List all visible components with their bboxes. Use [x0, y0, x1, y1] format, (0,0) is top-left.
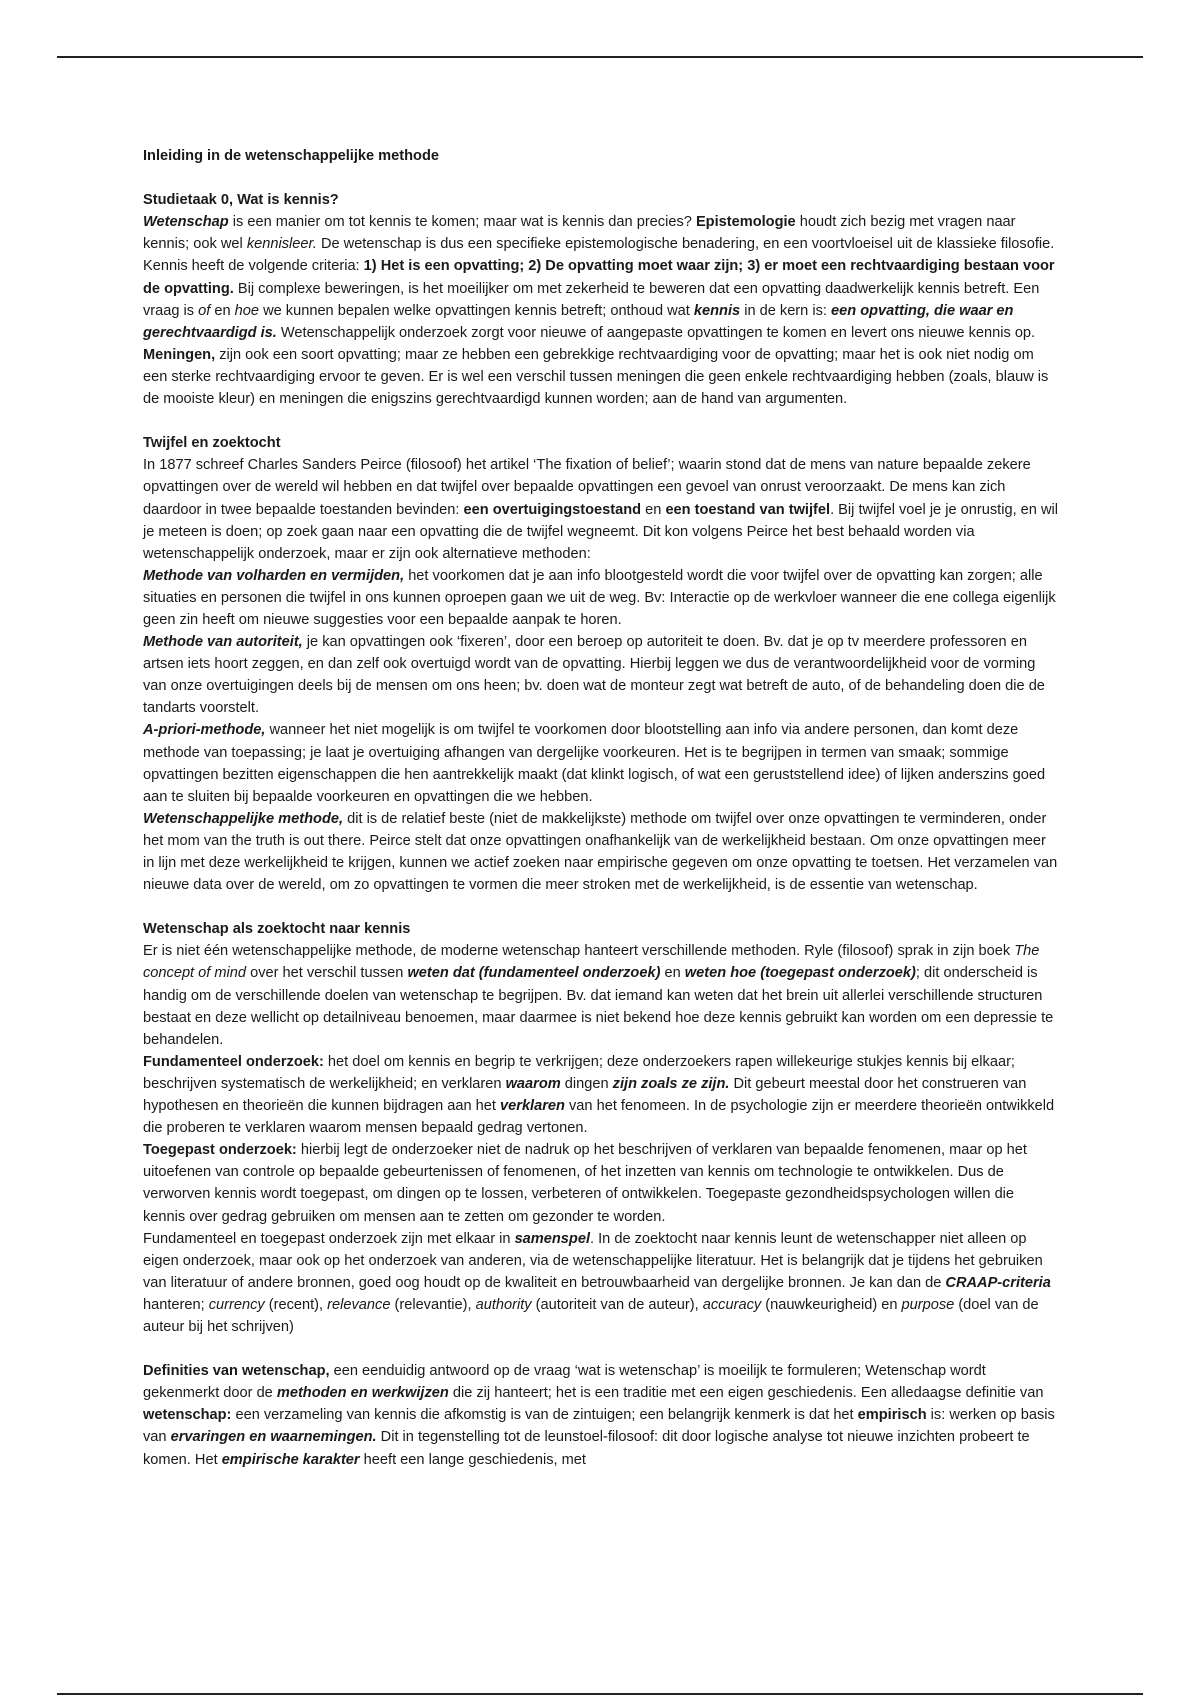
text-run: currency: [208, 1296, 265, 1313]
text-run: authority: [475, 1296, 532, 1313]
text-run: dingen: [560, 1075, 613, 1092]
text-run: het doel om kennis en begrip te verkrijgen; deze onderzoekers rapen willekeurige stukjes kennis bij elkaar; beschrijven systematisch de werkelijkheid; en verklaren: [143, 1053, 1015, 1092]
text-run: (autoriteit van de auteur),: [531, 1296, 703, 1313]
spacer: [143, 410, 1059, 432]
text-run: wanneer het niet mogelijk is om twijfel te voorkomen door blootstelling aan info via andere personen, dan komt deze methode van toepassing; je laat je overtuiging afhangen van dergelijke voorkeuren. Het is te begrijpen in termen van smaak; sommige opvattingen bezitten eigenschappen die hen aantrekkelijk maakt (dat klinkt logisch, of wat een geruststellend idee) of lijken anderszins goed aan te sluiten bij bepaalde voorkeuren en opvattingen die we hebben.: [143, 722, 1046, 805]
text-run: we kunnen bepalen welke opvattingen kennis betreft; onthoud wat: [259, 302, 694, 319]
text-run: Wetenschappelijk onderzoek zorgt voor nieuwe of aangepaste opvattingen te komen en levert ons nieuwe kennis op.: [276, 324, 1036, 341]
text-run: 1) Het is een opvatting; 2) De opvatting moet waar zijn; 3) er moet een rechtvaardiging bestaan voor de opvatting.: [143, 258, 1055, 297]
text-run: weten hoe (toegepast onderzoek): [684, 965, 916, 982]
text-run: accuracy: [702, 1296, 762, 1313]
text-run: A-priori-methode,: [143, 722, 266, 739]
text-run: zijn ook een soort opvatting; maar ze hebben een gebrekkige rechtvaardiging voor de opvatting; maar het is ook niet nodig om een sterke rechtvaardiging ervoor te geven. Er is wel een verschil tussen meningen die geen enkele rechtvaardiging hebben (zoals, blauw is de mooiste kleur) en meningen die enigszins gerechtvaardigd kunnen worden; aan de hand van argumenten.: [143, 346, 1049, 408]
paragraph-fundamenteel: [143, 1051, 1059, 1139]
text-run: weten dat (fundamenteel onderzoek): [407, 965, 661, 982]
section-heading-twijfel: Twijfel en zoektocht: [143, 435, 281, 452]
text-run: De wetenschap is dus een specifieke epistemologische benadering, en een voortvloeisel uit de klassieke filosofie. Kennis heeft de volgende criteria:: [143, 236, 1055, 275]
text-run: Definities van wetenschap,: [143, 1363, 330, 1380]
text-run: een overtuigingstoestand: [463, 501, 642, 518]
text-run: Wetenschappelijke methode,: [143, 810, 344, 827]
text-run: en: [210, 302, 235, 319]
text-run: die zij hanteert; het is een traditie met een eigen geschiedenis. Een alledaagse definitie van: [448, 1385, 1044, 1402]
text-run: een verzameling van kennis die afkomstig is van de zintuigen; een belangrijk kenmerk is dat het: [231, 1407, 858, 1424]
text-run: een opvatting, die waar en gerechtvaardigd is.: [143, 302, 1014, 341]
text-run: zijn zoals ze zijn.: [612, 1075, 730, 1092]
footer-rule: [57, 1693, 1143, 1695]
text-run: een toestand van twijfel: [665, 501, 831, 518]
text-run: Fundamenteel onderzoek:: [143, 1053, 324, 1070]
paragraph-samenspel: [143, 1228, 1059, 1338]
text-run: relevance: [327, 1296, 391, 1313]
text-run: is: werken op basis van: [143, 1407, 1055, 1446]
text-run: Bij complexe beweringen, is het moeilijker om met zekerheid te beweren dat een opvatting daadwerkelijk kennis betreft. Een vraag is: [143, 280, 1040, 319]
text-run: (relevantie),: [390, 1296, 476, 1313]
text-run: (recent),: [264, 1296, 328, 1313]
text-run: (nauwkeurigheid) en: [761, 1296, 902, 1313]
paragraph-toegepast: [143, 1139, 1059, 1227]
text-run: kennis: [693, 302, 741, 319]
text-run: . In de zoektocht naar kennis leunt de wetenschapper niet alleen op eigen onderzoek, maar ook op het onderzoek van anderen, via de wetenschappelijke literatuur. Het is belangrijk dat je tijdens het gebruiken van literatuur of andere bronnen, goed oog houdt op de kwaliteit en betrouwbaarheid van dergelijke bronnen. Je kan dan de: [143, 1230, 1043, 1291]
text-run: Epistemologie: [695, 214, 796, 231]
text-run: (doel van de auteur bij het schrijven): [143, 1296, 1039, 1335]
text-run: Meningen,: [143, 346, 216, 363]
text-run: . Bij twijfel voel je je onrustig, en wil je meteen is doen; op zoek gaan naar een opvatting die de twijfel wegneemt. Dit kon volgens Peirce het best behaald worden via wetenschappelijk onderzoek, maar er zijn ook alternatieve methoden:: [143, 501, 1058, 562]
text-run: Methode van autoriteit,: [143, 634, 303, 651]
text-run: hierbij legt de onderzoeker niet de nadruk op het beschrijven of verklaren van bepaalde fenomenen, maar op het uitoefenen van controle op bepaalde gebeurtenissen of fenomenen, of het inzetten van kennis om technologie te ontwikkelen. Dus de verworven kennis wordt toegepast, om dingen op te lossen, verbeteren of ontwikkelen. Toegepaste gezondheidspsychologen willen die kennis over gedrag gebruiken om mensen aan te zetten om gezonder te worden.: [143, 1142, 1027, 1225]
text-run: purpose: [901, 1296, 955, 1313]
paragraph-definities: [143, 1360, 1059, 1470]
spacer: [143, 1338, 1059, 1360]
text-run: je kan opvattingen ook ‘fixeren’, door een beroep op autoriteit te doen. Bv. dat je op tv meerdere professoren en artsen iets hoort zeggen, en dan zelf ook overtuigd wordt van de opvatting. Hierbij leggen we dus de verantwoordelijkheid voor de vorming van onze overtuigingen deels bij de mensen om ons heen; bv. doen wat de monteur zegt wat betreft de auto, of de behandeling doen die de tandarts voorstelt.: [143, 634, 1045, 717]
text-run: Toegepast onderzoek:: [143, 1142, 297, 1159]
document-title: Inleiding in de wetenschappelijke methode: [143, 148, 439, 164]
text-run: het voorkomen dat je aan info blootgesteld wordt die voor twijfel over de opvatting kan zorgen; alle situaties en personen die twijfel in ons kunnen oproepen gaan we uit de weg. Bv: Interactie op de werkvloer wanneer die ene collega eigenlijk geen zin heeft om nieuwe suggesties voor een bepaalde aanpak te horen.: [143, 567, 1056, 628]
text-run: Dit in tegenstelling tot de leunstoel-filosoof: dit door logische analyse tot nieuwe inzichten probeert te komen. Het: [143, 1429, 1030, 1468]
text-run: over het verschil tussen: [246, 965, 408, 982]
paragraph-kennis-definitie: [143, 211, 1059, 344]
text-run: Er is niet één wetenschappelijke methode, de moderne wetenschap hanteert verschillende methoden. Ryle (filosoof) sprak in zijn boek: [143, 943, 1015, 960]
text-run: en: [660, 965, 685, 982]
text-run: verklaren: [500, 1098, 565, 1115]
text-run: waarom: [505, 1075, 561, 1092]
text-run: ervaringen en waarnemingen.: [170, 1429, 377, 1446]
text-run: kennisleer.: [246, 236, 317, 253]
section-heading-kennis: Studietaak 0, Wat is kennis?: [143, 192, 339, 209]
text-run: heeft een lange geschiedenis, met: [359, 1451, 586, 1468]
paragraph-a-priori: [143, 719, 1059, 807]
document-page: [143, 145, 1059, 1471]
text-run: houdt zich bezig met vragen naar kennis; ook wel: [143, 214, 1016, 253]
paragraph-wetenschappelijke-methode: [143, 808, 1059, 896]
text-run: methoden en werkwijzen: [276, 1385, 449, 1402]
text-run: samenspel: [514, 1230, 591, 1247]
section-heading-zoektocht: Wetenschap als zoektocht naar kennis: [143, 921, 411, 938]
text-run: Methode van volharden en vermijden,: [143, 567, 405, 584]
text-run: hanteren;: [143, 1296, 209, 1313]
text-run: van het fenomeen. In de psychologie zijn er meerdere theorieën ontwikkeld die proberen te verklaren waarom mensen bepaald gedrag vertonen.: [143, 1098, 1055, 1137]
text-run: The concept of mind: [143, 943, 1040, 982]
text-run: wetenschap:: [143, 1407, 232, 1424]
text-run: empirische karakter: [221, 1451, 360, 1468]
text-run: empirisch: [857, 1407, 927, 1424]
text-run: in de kern is:: [740, 302, 831, 319]
header-rule: [57, 56, 1143, 58]
paragraph-methode-autoriteit: [143, 631, 1059, 719]
paragraph-methode-volharden: [143, 565, 1059, 631]
text-run: of: [198, 302, 211, 319]
text-run: Dit gebeurt meestal door het construeren van hypothesen en theorieën die kunnen bijdragen aan het: [143, 1075, 1027, 1115]
spacer: [143, 167, 1059, 189]
text-run: Fundamenteel en toegepast onderzoek zijn met elkaar in: [143, 1230, 515, 1247]
spacer: [143, 896, 1059, 918]
text-run: hoe: [234, 302, 260, 319]
text-run: ; dit onderscheid is handig om de verschillende doelen van wetenschap te begrijpen. Bv. dat iemand kan weten dat het brein uit allerlei verschillende structuren bestaat en deze wellicht op detailniveau benoemen, maar daarmee is niet bekend hoe deze kennis gebruikt kan worden om een depressie te behandelen.: [143, 965, 1054, 1048]
text-run: is een manier om tot kennis te komen; maar wat is kennis dan precies?: [228, 214, 696, 231]
paragraph-meningen: [143, 344, 1059, 410]
text-run: Wetenschap: [143, 214, 229, 231]
paragraph-peirce: [143, 454, 1059, 564]
text-run: een eenduidig antwoord op de vraag ‘wat is wetenschap’ is moeilijk te formuleren; Wetenschap wordt gekenmerkt door de: [143, 1363, 986, 1402]
text-run: dit is de relatief beste (niet de makkelijkste) methode om twijfel over onze opvattingen te verminderen, onder het mom van the truth is out there. Peirce stelt dat onze opvattingen onafhankelijk van de werkelijkheid bestaan. Om onze opvattingen meer in lijn met deze werkelijkheid te krijgen, kunnen we actief zoeken naar empirische gegeven om onze opvatting te toetsen. Het verzamelen van nieuwe data over de wereld, om zo opvattingen te vormen die meer stroken met de werkelijkheid, is de essentie van wetenschap.: [143, 810, 1058, 894]
text-run: en: [641, 501, 666, 518]
paragraph-ryle: [143, 940, 1059, 1050]
text-run: CRAAP-criteria: [945, 1274, 1051, 1291]
text-run: In 1877 schreef Charles Sanders Peirce (filosoof) het artikel ‘The fixation of belief’; waarin stond dat de mens van nature bepaalde zekere opvattingen over de wereld wil hebben en dat twijfel over bepaalde opvattingen een gevoel van onrust veroorzaakt. De mens kan zich daardoor in twee bepaalde toestanden bevinden:: [143, 457, 1031, 518]
